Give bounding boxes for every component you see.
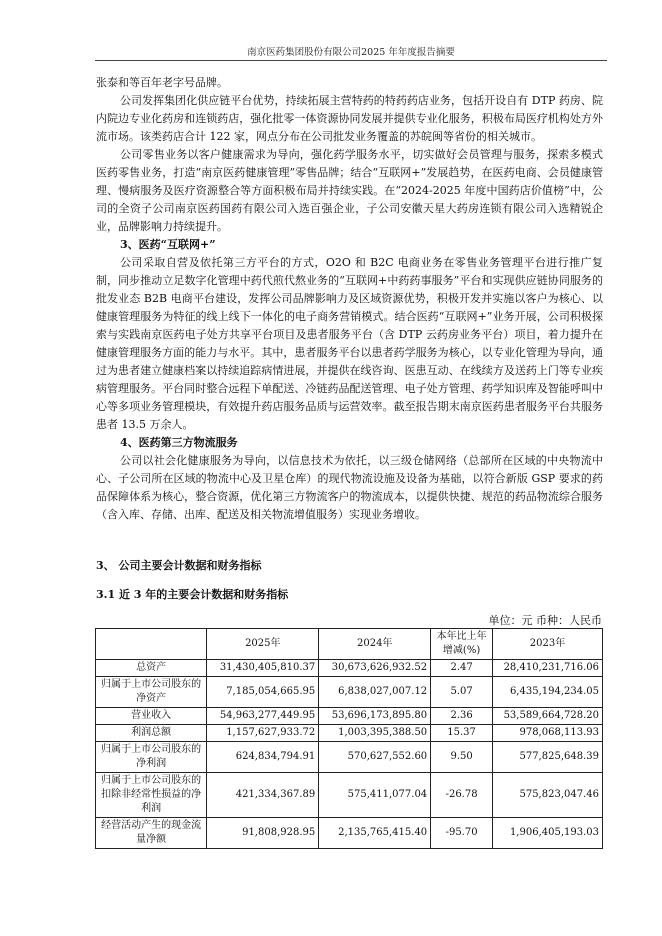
cell-2025: 624,834,794.91 — [207, 742, 319, 773]
cell-2023: 575,823,047.46 — [493, 773, 603, 818]
cell-2024: 2,135,765,415.40 — [319, 818, 431, 849]
section-heading-3: 3、 公司主要会计数据和财务指标 — [96, 559, 262, 572]
cell-2025: 421,334,367.89 — [207, 773, 319, 818]
cell-2024: 1,003,395,388.50 — [319, 725, 431, 742]
body-text — [96, 74, 603, 524]
cell-change: -95.70 — [431, 818, 493, 849]
header-cell-2025: 2025年 — [207, 629, 319, 660]
row-label: 营业收入 — [96, 708, 207, 725]
section-heading-3-1: 3.1 近 3 年的主要会计数据和财务指标 — [96, 588, 289, 601]
table-row — [96, 708, 603, 725]
header-divider — [95, 60, 607, 61]
table-row — [96, 725, 603, 742]
paragraph-1: 张泰和等百年老字号品牌。 — [96, 76, 228, 89]
financial-table — [95, 628, 603, 849]
unit-label: 单位：元 币种：人民币 — [488, 614, 602, 627]
header-cell-blank — [96, 629, 207, 660]
cell-2024: 575,411,077.04 — [319, 773, 431, 818]
row-label: 归属于上市公司股东的净资产 — [96, 677, 207, 708]
cell-2024: 53,696,173,895.80 — [319, 708, 431, 725]
cell-2023: 28,410,231,716.06 — [493, 660, 603, 677]
cell-2025: 31,430,405,810.37 — [207, 660, 319, 677]
cell-change: 15.37 — [431, 725, 493, 742]
cell-change: 2.36 — [431, 708, 493, 725]
header-cell-2024: 2024年 — [319, 629, 431, 660]
cell-change: 2.47 — [431, 660, 493, 677]
cell-2025: 7,185,054,665.95 — [207, 677, 319, 708]
table-row — [96, 773, 603, 818]
heading-internet-plus: 3、医药“互联网+” — [120, 238, 216, 251]
row-label: 归属于上市公司股东的净利润 — [96, 742, 207, 773]
cell-2023: 978,068,113.93 — [493, 725, 603, 742]
row-label: 经营活动产生的现金流量净额 — [96, 818, 207, 849]
page-header: 南京医药集团股份有限公司2025 年年度报告摘要 — [247, 47, 455, 58]
row-label: 利润总额 — [96, 725, 207, 742]
cell-change: 9.50 — [431, 742, 493, 773]
cell-2025: 54,963,277,449.95 — [207, 708, 319, 725]
heading-logistics: 4、医药第三方物流服务 — [120, 436, 238, 449]
cell-2023: 577,825,648.39 — [493, 742, 603, 773]
cell-2023: 6,435,194,234.05 — [493, 677, 603, 708]
paragraph-dtp-pharmacy: 公司发挥集团化供应链平台优势，持续拓展主营特药的特药药店业务，包括开设自有 DTP 药房、院内院边专业化药房和连锁药店，强化批零一体资源协同发展并提供专业化服务，积极布局医疗机构处方外流市场。该类药店合计 122 家，网点分布在公司批发业务覆盖的苏皖闽等省份的相关城市。 — [96, 94, 603, 143]
paragraph-internet-plus: 公司采取自营及依托第三方平台的方式，O2O 和 B2C 电商业务在零售业务管理平台进行推广复制，同步推动立足数字化管理中药代煎代熬业务的“互联网+中药药事服务”平台和实现供应链协同服务的批发业态 B2B 电商平台建设，发挥公司品牌影响力及区域资源优势，积极开发并实施以客户为核心、以健康管理服务为特征的线上线下一体化的电子商务营销模式。结合医药“互联网+”业务开展，公司积极探索与实践南京医药电子处方共享平台项目及患者服务平台（含 DTP 云药房业务平台）项目，着力提升在健康管理服务方面的能力与水平。其中，患者服务平台以患者药学服务为核心，以专业化管理为导向，通过为患者建立健康档案以持续追踪病情进展，并提供在线咨询、医患互动、在线续方及送药上门等专业疾病管理服务。平台同时整合远程下单配送、冷链药品配送管理、电子处方管理、药学知识库及智能呼叫中心等多项业务管理模块，有效提升药店服务品质与运营效率。截至报告期末南京医药患者服务平台共服务患者 13.5 万余人。 — [96, 256, 603, 431]
paragraph-retail: 公司零售业务以客户健康需求为导向，强化药学服务水平，切实做好会员管理与服务，探索多模式医药零售业务，打造“南京医药健康管理”零售品牌；结合“互联网+”发展趋势，在医药电商、会员健康管理、慢病服务及医疗资源整合等方面积极布局并持续实践。在“2024-2025 年度中国药店价值榜”中，公司的全资子公司南京医药国药有限公司入选百强企业，子公司安徽天星大药房连锁有限公司入选精锐企业，品牌影响力持续提升。 — [96, 148, 603, 233]
header-cell-change: 本年比上年增减(%) — [431, 629, 493, 660]
header-cell-2023: 2023年 — [493, 629, 603, 660]
table-row — [96, 660, 603, 677]
row-label: 归属于上市公司股东的扣除非经常性损益的净利润 — [96, 773, 207, 818]
table-row — [96, 677, 603, 708]
table-header-row — [96, 629, 603, 660]
cell-2023: 1,906,405,193.03 — [493, 818, 603, 849]
cell-2024: 570,627,552.60 — [319, 742, 431, 773]
cell-2024: 6,838,027,007.12 — [319, 677, 431, 708]
table-row — [96, 818, 603, 849]
cell-2023: 53,589,664,728.20 — [493, 708, 603, 725]
row-label: 总资产 — [96, 660, 207, 677]
table-row — [96, 742, 603, 773]
cell-change: -26.78 — [431, 773, 493, 818]
cell-2025: 1,157,627,933.72 — [207, 725, 319, 742]
cell-2025: 91,808,928.95 — [207, 818, 319, 849]
cell-2024: 30,673,626,932.52 — [319, 660, 431, 677]
cell-change: 5.07 — [431, 677, 493, 708]
paragraph-logistics: 公司以社会化健康服务为导向，以信息技术为依托，以三级仓储网络（总部所在区域的中央物流中心、子公司所在区域的物流中心及卫星仓库）的现代物流设施及设备为基础，以符合新版 GSP 要求的药品保障体系为核心，整合资源，优化第三方物流客户的物流成本，以提供快捷、规范的药品物流综合服务（含入库、存储、出库、配送及相关物流增值服务）实现业务增收。 — [96, 454, 603, 521]
